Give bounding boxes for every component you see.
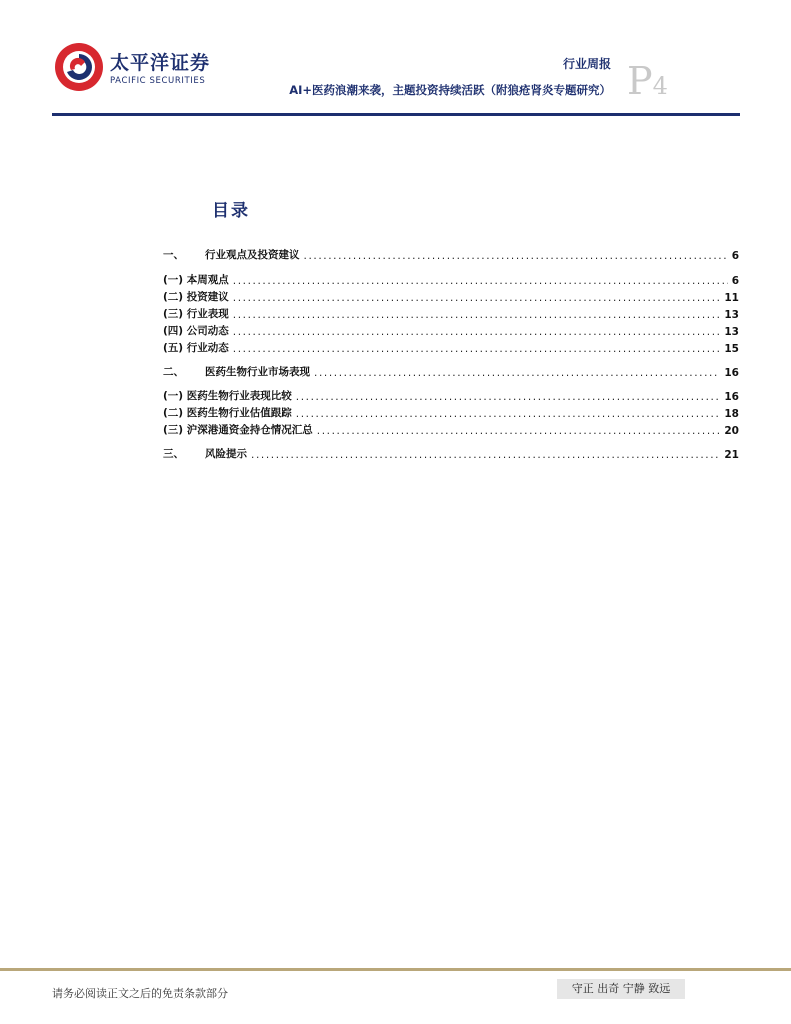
toc-entry[interactable] (163, 421, 739, 437)
toc-entry-page: 18 (724, 408, 739, 420)
page-prefix: P (627, 59, 653, 103)
toc-entry-number: (四) (163, 325, 184, 337)
toc-entry-title: 行业动态 (186, 342, 229, 354)
footer-motto: 守正 出奇 宁静 致远 (557, 979, 685, 999)
toc-entry-page: 21 (724, 449, 739, 461)
toc-entry-number: 二、 (163, 366, 184, 378)
toc-entry-title: 公司动态 (186, 325, 229, 337)
toc-entry[interactable] (163, 404, 739, 420)
toc-entry-number: (三) (163, 424, 184, 436)
toc-entry-page: 20 (724, 425, 739, 437)
toc-entry-title: 医药生物行业估值跟踪 (186, 407, 292, 419)
toc-dot-leader (233, 275, 728, 287)
logo-chinese-name: 太平洋证券 (110, 52, 211, 74)
toc-entry-title: 投资建议 (186, 291, 229, 303)
toc-dot-leader (233, 343, 721, 355)
company-logo (52, 40, 212, 100)
toc-heading: 目录 (212, 201, 250, 221)
toc-entry-title: 行业表现 (186, 308, 229, 320)
toc-entry-number: 三、 (163, 448, 184, 460)
toc-dot-leader (233, 309, 721, 321)
toc-entry-number: (二) (163, 407, 184, 419)
toc-dot-leader (233, 326, 721, 338)
toc-entry-title: 沪深港通资金持仓情况汇总 (186, 424, 313, 436)
header-rule (52, 113, 740, 116)
toc-entry[interactable] (163, 322, 739, 338)
toc-entry-page: 6 (731, 250, 739, 262)
toc-dot-leader (296, 391, 721, 403)
toc-entry[interactable] (163, 288, 739, 304)
footer-rule (0, 968, 791, 971)
pacific-securities-logo-icon (52, 40, 106, 94)
report-type: 行业周报 (562, 57, 611, 71)
toc-entry-page: 6 (731, 275, 739, 287)
toc-dot-leader (314, 367, 720, 379)
toc-dot-leader (233, 292, 721, 304)
toc-entry[interactable] (163, 445, 739, 461)
report-title: AI+医药浪潮来袭，主题投资持续活跃（附狼疮肾炎专题研究） (289, 83, 611, 97)
toc-entry-title: 行业观点及投资建议 (205, 249, 300, 261)
toc-dot-leader (304, 250, 728, 262)
toc-entry-number: (二) (163, 291, 184, 303)
toc-entry[interactable] (163, 387, 739, 403)
toc-entry-title: 风险提示 (205, 448, 247, 460)
toc-dot-leader (251, 449, 720, 461)
toc-entry-number: (三) (163, 308, 184, 320)
toc-entry-page: 13 (724, 326, 739, 338)
toc-entry-page: 16 (724, 367, 739, 379)
toc-entry[interactable] (163, 305, 739, 321)
toc-entry-title: 本周观点 (186, 274, 229, 286)
toc-entry[interactable] (163, 246, 739, 262)
toc-entry-page: 15 (724, 343, 739, 355)
footer-disclaimer: 请务必阅读正文之后的免责条款部分 (52, 987, 228, 1000)
toc-dot-leader (296, 408, 721, 420)
page-number-value: 4 (652, 72, 668, 100)
toc-entry-title: 医药生物行业表现比较 (186, 390, 292, 402)
toc-entry-number: (一) (163, 390, 184, 402)
toc-entry-number: (一) (163, 274, 184, 286)
toc-entry[interactable] (163, 363, 739, 379)
page-number (627, 59, 668, 103)
toc-entry-page: 13 (724, 309, 739, 321)
toc-entry[interactable] (163, 339, 739, 355)
logo-english-name: PACIFIC SECURITIES (110, 76, 206, 86)
toc-entry-number: 一、 (163, 249, 184, 261)
toc-entry-title: 医药生物行业市场表现 (205, 366, 310, 378)
toc-dot-leader (317, 425, 721, 437)
toc-entry-page: 11 (724, 292, 739, 304)
toc-entry-number: (五) (163, 342, 184, 354)
toc-entry-page: 16 (724, 391, 739, 403)
toc-entry[interactable] (163, 271, 739, 287)
